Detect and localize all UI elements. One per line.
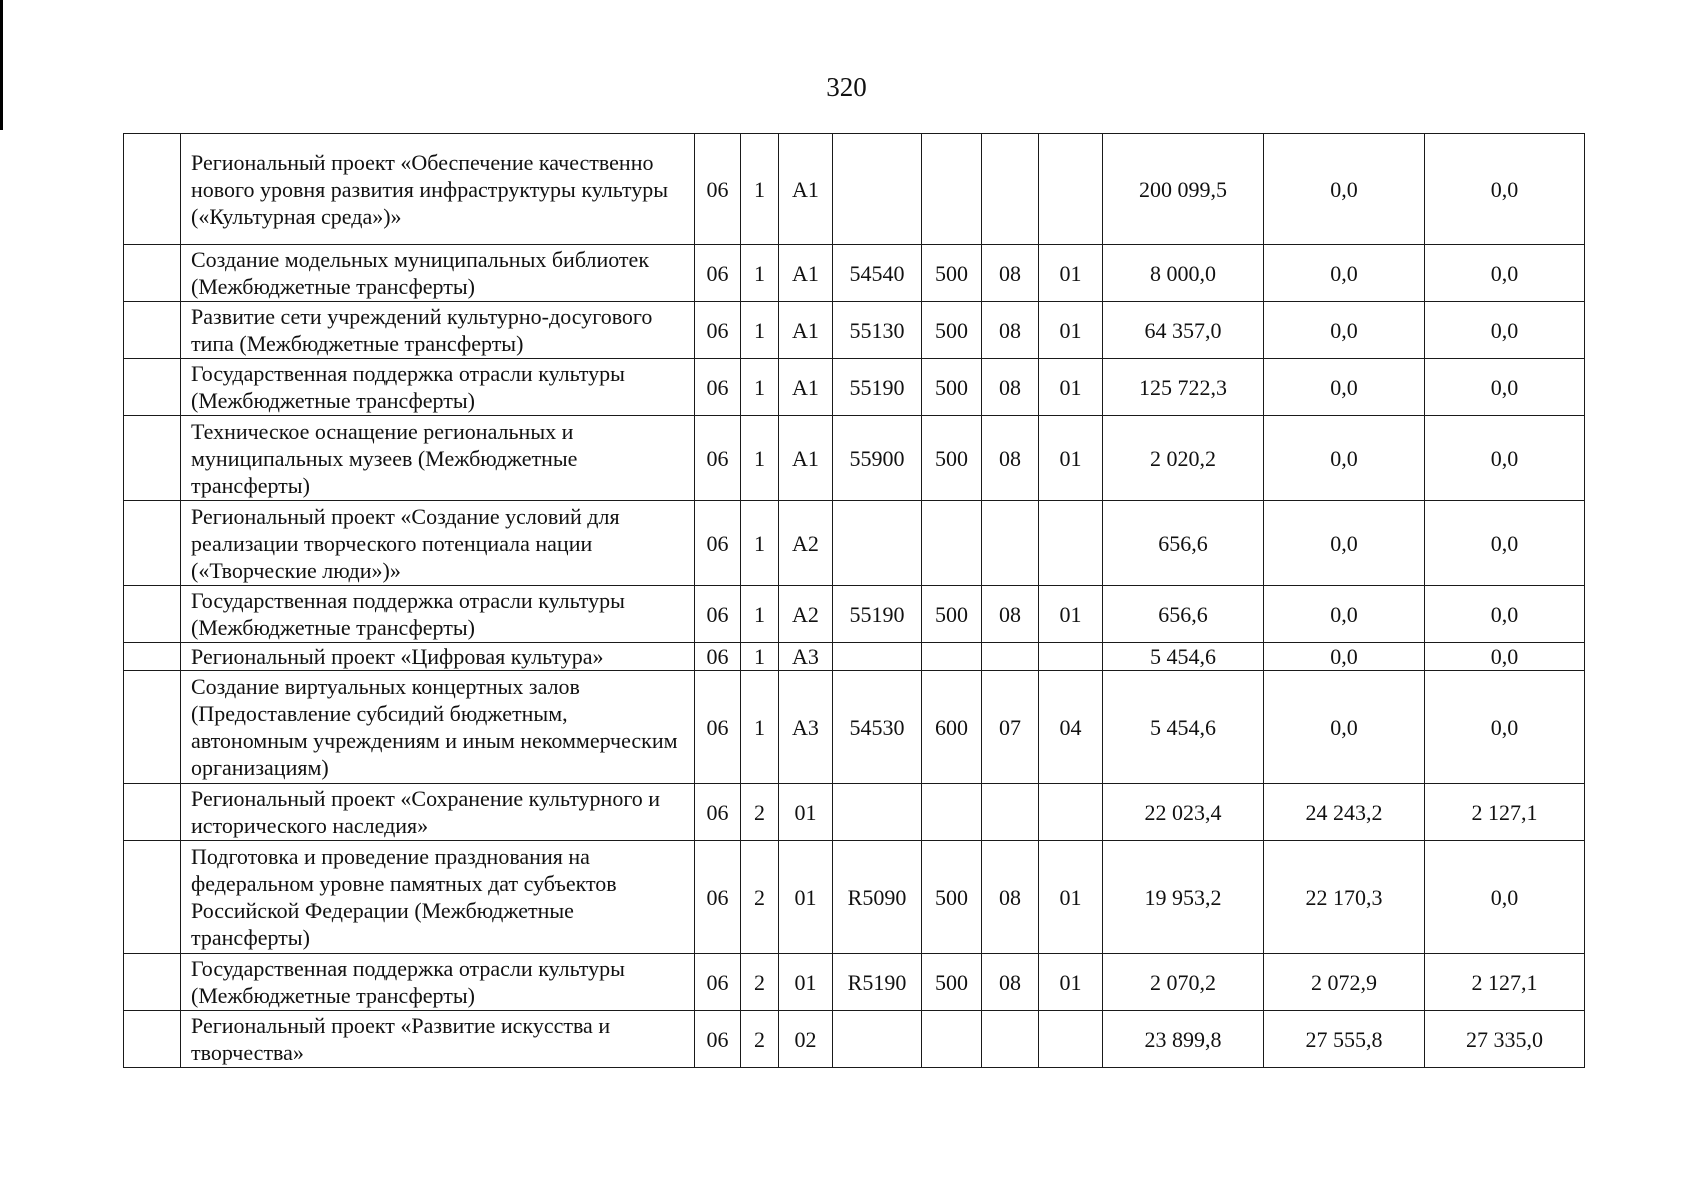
code-project-cell: A3 [779, 671, 833, 784]
code-section-cell: 06 [695, 784, 741, 841]
amount-year1-cell: 22 023,4 [1103, 784, 1264, 841]
amount-year3-cell: 0,0 [1425, 359, 1585, 416]
code-direction-cell: 55190 [833, 586, 922, 643]
table-row [124, 359, 1585, 416]
code-subdivision-cell: 01 [1039, 586, 1103, 643]
code-direction-cell: 55190 [833, 359, 922, 416]
code-subprogram-cell: 1 [741, 643, 779, 671]
item-name-cell: Государственная поддержка отрасли культуры (Межбюджетные трансферты) [181, 954, 695, 1011]
code-expense-type-cell: 500 [922, 359, 982, 416]
item-name-cell: Региональный проект «Развитие искусства и творчества» [181, 1011, 695, 1068]
item-name-cell: Создание модельных муниципальных библиотек (Межбюджетные трансферты) [181, 245, 695, 302]
amount-year3-cell: 0,0 [1425, 841, 1585, 954]
code-subprogram-cell: 2 [741, 954, 779, 1011]
row-number-cell [124, 954, 181, 1011]
amount-year3-cell: 0,0 [1425, 643, 1585, 671]
amount-year2-cell: 2 072,9 [1264, 954, 1425, 1011]
amount-year3-cell: 2 127,1 [1425, 954, 1585, 1011]
code-subprogram-cell: 1 [741, 134, 779, 245]
code-division-cell [982, 1011, 1039, 1068]
code-project-cell: A2 [779, 586, 833, 643]
budget-table [123, 133, 1585, 1068]
code-subdivision-cell: 01 [1039, 359, 1103, 416]
amount-year2-cell: 0,0 [1264, 302, 1425, 359]
code-direction-cell: 54540 [833, 245, 922, 302]
item-name-cell: Региональный проект «Создание условий для реализации творческого потенциала нации («Творческие люди»)» [181, 501, 695, 586]
item-name-cell: Региональный проект «Сохранение культурного и исторического наследия» [181, 784, 695, 841]
code-subprogram-cell: 1 [741, 416, 779, 501]
table-row [124, 245, 1585, 302]
code-direction-cell [833, 784, 922, 841]
row-number-cell [124, 784, 181, 841]
code-section-cell: 06 [695, 586, 741, 643]
page-edge-mark [0, 0, 3, 130]
code-expense-type-cell: 500 [922, 245, 982, 302]
amount-year3-cell: 2 127,1 [1425, 784, 1585, 841]
code-section-cell: 06 [695, 359, 741, 416]
code-division-cell: 08 [982, 245, 1039, 302]
code-section-cell: 06 [695, 302, 741, 359]
code-expense-type-cell [922, 784, 982, 841]
row-number-cell [124, 1011, 181, 1068]
code-project-cell: A1 [779, 134, 833, 245]
code-project-cell: A1 [779, 359, 833, 416]
code-direction-cell [833, 1011, 922, 1068]
code-section-cell: 06 [695, 416, 741, 501]
code-expense-type-cell: 500 [922, 841, 982, 954]
row-number-cell [124, 359, 181, 416]
amount-year1-cell: 125 722,3 [1103, 359, 1264, 416]
table-row [124, 501, 1585, 586]
code-direction-cell: 55130 [833, 302, 922, 359]
item-name-cell: Подготовка и проведение празднования на федеральном уровне памятных дат субъектов Российской Федерации (Межбюджетные трансферты) [181, 841, 695, 954]
code-subdivision-cell [1039, 134, 1103, 245]
code-subprogram-cell: 1 [741, 359, 779, 416]
code-expense-type-cell: 500 [922, 586, 982, 643]
code-division-cell: 07 [982, 671, 1039, 784]
table-row [124, 302, 1585, 359]
row-number-cell [124, 134, 181, 245]
amount-year1-cell: 2 020,2 [1103, 416, 1264, 501]
code-subprogram-cell: 2 [741, 1011, 779, 1068]
code-division-cell [982, 784, 1039, 841]
item-name-cell: Государственная поддержка отрасли культуры (Межбюджетные трансферты) [181, 586, 695, 643]
item-name-cell: Региональный проект «Обеспечение качественно нового уровня развития инфраструктуры культуры («Культурная среда»)» [181, 134, 695, 245]
code-section-cell: 06 [695, 643, 741, 671]
amount-year3-cell: 0,0 [1425, 586, 1585, 643]
item-name-cell: Государственная поддержка отрасли культуры (Межбюджетные трансферты) [181, 359, 695, 416]
amount-year2-cell: 0,0 [1264, 501, 1425, 586]
code-project-cell: 01 [779, 841, 833, 954]
code-direction-cell: 55900 [833, 416, 922, 501]
code-division-cell [982, 643, 1039, 671]
code-project-cell: 01 [779, 784, 833, 841]
amount-year3-cell: 27 335,0 [1425, 1011, 1585, 1068]
code-subdivision-cell [1039, 784, 1103, 841]
row-number-cell [124, 501, 181, 586]
row-number-cell [124, 302, 181, 359]
page-number: 320 [826, 72, 867, 102]
code-division-cell [982, 501, 1039, 586]
code-expense-type-cell: 500 [922, 416, 982, 501]
code-division-cell: 08 [982, 954, 1039, 1011]
code-subprogram-cell: 1 [741, 501, 779, 586]
amount-year3-cell: 0,0 [1425, 416, 1585, 501]
table-row [124, 643, 1585, 671]
amount-year2-cell: 27 555,8 [1264, 1011, 1425, 1068]
amount-year1-cell: 656,6 [1103, 586, 1264, 643]
amount-year2-cell: 0,0 [1264, 416, 1425, 501]
row-number-cell [124, 643, 181, 671]
code-direction-cell [833, 134, 922, 245]
amount-year1-cell: 2 070,2 [1103, 954, 1264, 1011]
amount-year2-cell: 0,0 [1264, 134, 1425, 245]
code-division-cell: 08 [982, 416, 1039, 501]
code-division-cell: 08 [982, 586, 1039, 643]
code-direction-cell: R5090 [833, 841, 922, 954]
code-subprogram-cell: 2 [741, 784, 779, 841]
code-subdivision-cell: 01 [1039, 416, 1103, 501]
code-subprogram-cell: 1 [741, 245, 779, 302]
code-subdivision-cell: 01 [1039, 302, 1103, 359]
code-subdivision-cell: 04 [1039, 671, 1103, 784]
amount-year2-cell: 0,0 [1264, 643, 1425, 671]
code-direction-cell: 54530 [833, 671, 922, 784]
code-subdivision-cell: 01 [1039, 245, 1103, 302]
amount-year1-cell: 64 357,0 [1103, 302, 1264, 359]
code-expense-type-cell: 500 [922, 954, 982, 1011]
code-direction-cell [833, 643, 922, 671]
table-row [124, 954, 1585, 1011]
code-division-cell: 08 [982, 841, 1039, 954]
table-row [124, 134, 1585, 245]
amount-year1-cell: 19 953,2 [1103, 841, 1264, 954]
table-body [124, 134, 1585, 1068]
amount-year1-cell: 23 899,8 [1103, 1011, 1264, 1068]
table-row [124, 841, 1585, 954]
code-subprogram-cell: 2 [741, 841, 779, 954]
code-project-cell: 01 [779, 954, 833, 1011]
code-section-cell: 06 [695, 954, 741, 1011]
code-subprogram-cell: 1 [741, 671, 779, 784]
code-subdivision-cell [1039, 1011, 1103, 1068]
code-expense-type-cell: 600 [922, 671, 982, 784]
amount-year1-cell: 200 099,5 [1103, 134, 1264, 245]
code-section-cell: 06 [695, 134, 741, 245]
row-number-cell [124, 841, 181, 954]
item-name-cell: Создание виртуальных концертных залов (Предоставление субсидий бюджетным, автономным учреждениям и иным некоммерческим организациям) [181, 671, 695, 784]
row-number-cell [124, 245, 181, 302]
code-direction-cell [833, 501, 922, 586]
table-row [124, 416, 1585, 501]
code-subdivision-cell: 01 [1039, 954, 1103, 1011]
code-expense-type-cell [922, 134, 982, 245]
code-expense-type-cell [922, 643, 982, 671]
amount-year2-cell: 0,0 [1264, 245, 1425, 302]
code-subdivision-cell: 01 [1039, 841, 1103, 954]
amount-year2-cell: 0,0 [1264, 359, 1425, 416]
row-number-cell [124, 416, 181, 501]
code-section-cell: 06 [695, 245, 741, 302]
table-row [124, 586, 1585, 643]
amount-year2-cell: 24 243,2 [1264, 784, 1425, 841]
row-number-cell [124, 671, 181, 784]
amount-year1-cell: 5 454,6 [1103, 643, 1264, 671]
amount-year2-cell: 0,0 [1264, 586, 1425, 643]
table-row [124, 784, 1585, 841]
item-name-cell: Развитие сети учреждений культурно-досугового типа (Межбюджетные трансферты) [181, 302, 695, 359]
amount-year1-cell: 656,6 [1103, 501, 1264, 586]
code-section-cell: 06 [695, 841, 741, 954]
amount-year2-cell: 22 170,3 [1264, 841, 1425, 954]
code-expense-type-cell [922, 501, 982, 586]
code-section-cell: 06 [695, 1011, 741, 1068]
item-name-cell: Региональный проект «Цифровая культура» [181, 643, 695, 671]
amount-year3-cell: 0,0 [1425, 245, 1585, 302]
amount-year2-cell: 0,0 [1264, 671, 1425, 784]
code-project-cell: 02 [779, 1011, 833, 1068]
code-project-cell: A1 [779, 416, 833, 501]
amount-year1-cell: 5 454,6 [1103, 671, 1264, 784]
code-subdivision-cell [1039, 501, 1103, 586]
code-subprogram-cell: 1 [741, 302, 779, 359]
item-name-cell: Техническое оснащение региональных и муниципальных музеев (Межбюджетные трансферты) [181, 416, 695, 501]
code-division-cell: 08 [982, 302, 1039, 359]
code-project-cell: A1 [779, 245, 833, 302]
code-project-cell: A2 [779, 501, 833, 586]
code-expense-type-cell: 500 [922, 302, 982, 359]
amount-year3-cell: 0,0 [1425, 501, 1585, 586]
amount-year3-cell: 0,0 [1425, 302, 1585, 359]
table-row [124, 1011, 1585, 1068]
code-subprogram-cell: 1 [741, 586, 779, 643]
code-project-cell: A1 [779, 302, 833, 359]
code-division-cell [982, 134, 1039, 245]
table-row [124, 671, 1585, 784]
code-project-cell: A3 [779, 643, 833, 671]
row-number-cell [124, 586, 181, 643]
amount-year3-cell: 0,0 [1425, 134, 1585, 245]
code-subdivision-cell [1039, 643, 1103, 671]
code-section-cell: 06 [695, 501, 741, 586]
code-expense-type-cell [922, 1011, 982, 1068]
code-section-cell: 06 [695, 671, 741, 784]
code-direction-cell: R5190 [833, 954, 922, 1011]
amount-year1-cell: 8 000,0 [1103, 245, 1264, 302]
amount-year3-cell: 0,0 [1425, 671, 1585, 784]
code-division-cell: 08 [982, 359, 1039, 416]
